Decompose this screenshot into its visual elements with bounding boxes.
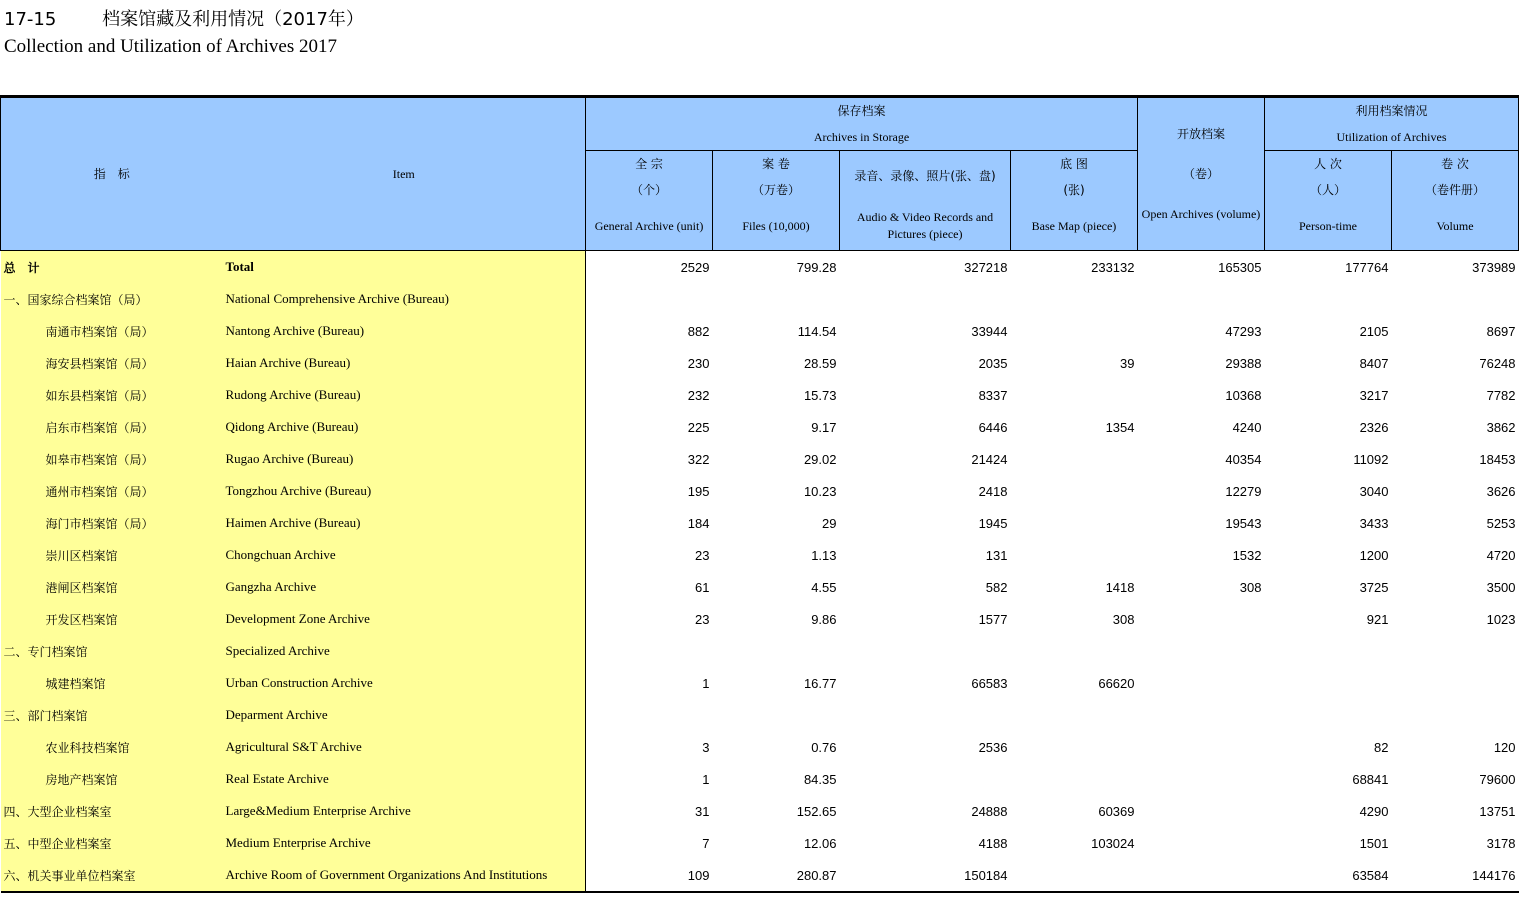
cell-value: 47293 [1225,323,1262,339]
cell-value: 8407 [1359,355,1389,371]
row-item-en: Rudong Archive (Bureau) [223,379,586,411]
cell-value: 308 [1239,579,1262,595]
cell-value [840,635,1011,667]
row-item-en: National Comprehensive Archive (Bureau) [223,283,586,315]
cell-value: 1532 [1232,547,1262,563]
cell-value: 61 [695,579,710,595]
cell-value: 29.02 [803,451,837,467]
cell-value: 40354 [1225,451,1262,467]
cell-value: 4720 [1486,547,1516,563]
cell-value [1138,603,1265,635]
row-item-en: Nantong Archive (Bureau) [223,315,586,347]
cell-value: 82 [1374,739,1389,755]
cell-value: 2529 [680,259,710,275]
cell-value [1265,667,1392,699]
cell-value: 24888 [971,803,1008,819]
cell-value: 66583 [971,675,1008,691]
cell-value [1138,699,1265,731]
cell-value: 177764 [1345,259,1389,275]
cell-value [1011,379,1138,411]
cell-value [1138,859,1265,892]
table-row [1,347,1519,379]
cell-value: 9.17 [811,419,837,435]
header-audio-video: 录音、录像、照片(张、盘) Audio & Video Records and Pictures (piece) [840,151,1011,251]
cell-value: 3500 [1486,579,1516,595]
table-row [1,315,1519,347]
row-indicator-cn: 五、中型企业档案室 [1,827,223,859]
row-indicator-cn: 一、国家综合档案馆（局） [1,283,223,315]
cell-value [1138,827,1265,859]
cell-value: 233132 [1091,259,1135,275]
table-number: 17-15 [4,9,57,30]
cell-value: 150184 [840,859,1011,892]
row-indicator-cn: 二、专门档案馆 [1,635,223,667]
row-item-en: Gangzha Archive [223,571,586,603]
row-item-en: Real Estate Archive [223,763,586,795]
cell-value: 144176 [1392,859,1519,892]
row-item-en: Tongzhou Archive (Bureau) [223,475,586,507]
cell-value [713,699,840,731]
row-indicator-cn: 港闸区档案馆 [1,571,223,603]
cell-value: 165305 [1218,259,1262,275]
cell-value: 114.54 [797,323,837,339]
cell-value: 152.65 [796,803,837,819]
archives-table [0,95,1519,893]
cell-value: 232 [687,387,710,403]
cell-value: 3862 [1486,419,1516,435]
cell-value: 28.59 [803,355,837,371]
cell-value: 1418 [1105,579,1135,595]
cell-value: 373989 [1472,259,1516,275]
row-item-en: Total [223,251,586,284]
cell-value [1392,667,1519,699]
cell-value: 16.77 [803,675,837,691]
cell-value: 3626 [1486,483,1516,499]
cell-value: 84.35 [803,771,837,787]
row-item-en: Haian Archive (Bureau) [223,347,586,379]
cell-value: 582 [985,579,1008,595]
cell-value [1011,635,1138,667]
cell-value: 6446 [978,419,1008,435]
row-item-en: Archive Room of Government Organizations And Institutions [223,859,586,892]
cell-value: 2105 [1359,323,1389,339]
cell-value: 230 [687,355,710,371]
cell-value: 0.76 [811,739,837,755]
cell-value: 327218 [964,259,1008,275]
cell-value: 4240 [1232,419,1262,435]
table-row [1,379,1519,411]
cell-value [1011,315,1138,347]
cell-value [1392,699,1519,731]
cell-value: 12.06 [803,835,837,851]
row-item-en: Medium Enterprise Archive [223,827,586,859]
header-general-archive: 全 宗 （个） General Archive (unit) [586,151,713,251]
cell-value: 109 [586,859,713,892]
row-indicator-cn: 城建档案馆 [1,667,223,699]
table-row [1,795,1519,827]
cell-value: 66620 [1098,675,1135,691]
cell-value: 2326 [1359,419,1389,435]
row-indicator-cn: 房地产档案馆 [1,763,223,795]
cell-value [1011,507,1138,539]
cell-value [586,283,713,315]
cell-value: 184 [687,515,710,531]
cell-value: 68841 [1352,771,1389,787]
cell-value: 7 [702,835,710,851]
cell-value: 3725 [1359,579,1389,595]
cell-value: 39 [1120,355,1135,371]
row-item-en: Specialized Archive [223,635,586,667]
table-row [1,571,1519,603]
cell-value: 8337 [978,387,1008,403]
cell-value: 1501 [1359,835,1389,851]
cell-value: 120 [1493,739,1516,755]
cell-value: 4.55 [811,579,837,595]
cell-value [1011,443,1138,475]
cell-value: 79600 [1479,771,1516,787]
cell-value: 225 [687,419,710,435]
cell-value [586,635,713,667]
title-en: Collection and Utilization of Archives 2017 [4,36,337,57]
cell-value [1138,763,1265,795]
cell-value [840,283,1011,315]
cell-value [1011,475,1138,507]
row-item-en: Development Zone Archive [223,603,586,635]
row-item-en: Large&Medium Enterprise Archive [223,795,586,827]
cell-value: 33944 [971,323,1008,339]
table-row [1,731,1519,763]
cell-value [1392,283,1519,315]
cell-value [1138,635,1265,667]
cell-value: 2418 [978,483,1008,499]
header-volume: 卷 次 （卷件册） Volume [1392,151,1519,251]
row-indicator-cn: 四、大型企业档案室 [1,795,223,827]
header-item: Item [223,97,586,251]
cell-value: 1 [702,771,710,787]
cell-value: 7782 [1486,387,1516,403]
row-item-en: Urban Construction Archive [223,667,586,699]
cell-value: 10.23 [803,483,837,499]
row-indicator-cn: 启东市档案馆（局） [1,411,223,443]
cell-value: 322 [687,451,710,467]
row-indicator-cn: 开发区档案馆 [1,603,223,635]
table-row [1,827,1519,859]
cell-value: 882 [687,323,710,339]
cell-value: 921 [1366,611,1389,627]
cell-value [586,699,713,731]
cell-value [840,699,1011,731]
cell-value: 13751 [1479,803,1516,819]
row-indicator-cn: 农业科技档案馆 [1,731,223,763]
cell-value: 4188 [978,835,1008,851]
table-row [1,603,1519,635]
row-item-en: Chongchuan Archive [223,539,586,571]
cell-value: 1.13 [811,547,837,563]
cell-value: 60369 [1098,803,1135,819]
header-indicator: 指 标 [1,97,223,251]
table-row [1,283,1519,315]
row-item-en: Agricultural S&T Archive [223,731,586,763]
cell-value: 3433 [1359,515,1389,531]
cell-value: 131 [985,547,1008,563]
cell-value: 23 [695,547,710,563]
cell-value: 19543 [1225,515,1262,531]
cell-value: 15.73 [803,387,837,403]
row-item-en: Rugao Archive (Bureau) [223,443,586,475]
cell-value [1138,731,1265,763]
header-files: 案 卷 （万卷） Files (10,000) [713,151,840,251]
table-row [1,539,1519,571]
cell-value: 1577 [978,611,1008,627]
cell-value: 3178 [1486,835,1516,851]
cell-value [1011,699,1138,731]
cell-value: 63584 [1265,859,1392,892]
header-storage: 保存档案 Archives in Storage [586,97,1138,151]
cell-value: 799.28 [796,259,837,275]
table-row [1,411,1519,443]
header-utilization: 利用档案情况 Utilization of Archives [1265,97,1519,151]
title-cn: 档案馆藏及利用情况（2017年） [102,9,364,30]
cell-value: 11092 [1353,451,1389,467]
cell-value [1011,763,1138,795]
row-item-en: Haimen Archive (Bureau) [223,507,586,539]
cell-value: 21424 [971,451,1008,467]
row-indicator-cn: 如东县档案馆（局） [1,379,223,411]
cell-value [1138,667,1265,699]
cell-value: 9.86 [811,611,837,627]
cell-value: 8697 [1486,323,1516,339]
cell-value [1011,283,1138,315]
cell-value [1011,539,1138,571]
table-row [1,763,1519,795]
table-row [1,507,1519,539]
cell-value: 1354 [1105,419,1135,435]
row-item-en: Qidong Archive (Bureau) [223,411,586,443]
cell-value: 31 [695,803,710,819]
cell-value: 3 [702,739,710,755]
row-item-en: Deparment Archive [223,699,586,731]
row-indicator-cn: 六、机关事业单位档案室 [1,859,223,892]
cell-value: 3040 [1359,483,1389,499]
row-indicator-cn: 崇川区档案馆 [1,539,223,571]
cell-value: 29388 [1225,355,1262,371]
cell-value: 3217 [1359,387,1389,403]
header-person-time: 人 次 （人） Person-time [1265,151,1392,251]
cell-value: 103024 [1091,835,1135,851]
row-indicator-cn: 三、部门档案馆 [1,699,223,731]
table-number-and-title-cn [4,5,364,31]
cell-value [1392,635,1519,667]
cell-value: 308 [1112,611,1135,627]
cell-value: 4290 [1359,803,1389,819]
cell-value: 1 [702,675,710,691]
cell-value: 1023 [1486,611,1516,627]
header-base-map: 底 图 (张) Base Map (piece) [1011,151,1138,251]
cell-value: 1200 [1359,547,1389,563]
row-indicator-cn: 总 计 [1,251,223,284]
cell-value: 10368 [1225,387,1262,403]
cell-value [1265,699,1392,731]
row-indicator-cn: 通州市档案馆（局） [1,475,223,507]
cell-value: 76248 [1479,355,1516,371]
cell-value: 1945 [978,515,1008,531]
cell-value: 195 [687,483,710,499]
cell-value: 29 [822,515,837,531]
table-row [1,667,1519,699]
cell-value: 280.87 [713,859,840,892]
row-indicator-cn: 海安县档案馆（局） [1,347,223,379]
cell-value [713,283,840,315]
row-indicator-cn: 南通市档案馆（局） [1,315,223,347]
cell-value [1011,859,1138,892]
cell-value [713,635,840,667]
table-row [1,699,1519,731]
cell-value: 12279 [1225,483,1262,499]
cell-value [1265,635,1392,667]
cell-value [840,763,1011,795]
cell-value [1138,283,1265,315]
table-row [1,443,1519,475]
header-open-archives: 开放档案 （卷） Open Archives (volume) [1138,97,1265,251]
cell-value: 2536 [978,739,1008,755]
row-indicator-cn: 如皋市档案馆（局） [1,443,223,475]
table-body [1,251,1519,893]
cell-value [1265,283,1392,315]
table-row [1,859,1519,892]
total-row [1,251,1519,284]
table-row [1,475,1519,507]
cell-value [1138,795,1265,827]
cell-value: 2035 [978,355,1008,371]
row-indicator-cn: 海门市档案馆（局） [1,507,223,539]
table-row [1,635,1519,667]
cell-value: 5253 [1486,515,1516,531]
cell-value: 18453 [1479,451,1516,467]
cell-value [1011,731,1138,763]
cell-value: 23 [695,611,710,627]
